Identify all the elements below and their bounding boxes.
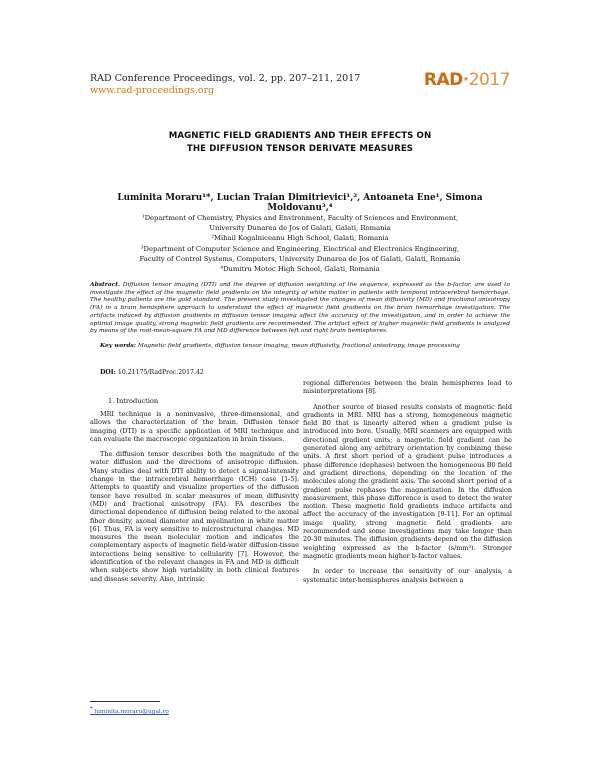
doi-value[interactable]: 10.21175/RadProc.2017.42 [117,369,204,376]
paragraph: The diffusion tensor describes both the magnitude of the water diffusion and the directions of anisotropic diffusion. Many studies deal with DTI ability to detect a signal-intensity change in the intracerebral hemorrhage (ICH) case [1-5]. Attempts to quantify and visualize properties of the diffusion tensor have resulted in scalar measures of mean diffusivity (MD) and fractional anisotropy (FA). FA describes the directional dependence of diffusion being related to the axonal fiber density, axonal diameter and myelination in white matter [6]. Thus, FA is very sensitive to microstructural changes. MD measures the mean molecular motion and indicates the complementary aspects of magnetic field-water diffusion-tissue interactions being sensitive to cellularity [7]. However, the identification of the relevant changes in FA and MD is difficult when subjects show high variability in both clinical features and disease severity. Also, intrinsic [90,450,299,583]
affiliation-line: ²Mihail Kogalniceanu High School, Galati, Romania [211,234,389,243]
section-heading: 1. Introduction [108,397,159,405]
abstract-text: Diffusion tensor imaging (DTI) and the degree of diffusion weighting of the sequence, expressed as the b-factor, are used to investigate the effect of the magnetic field gradients on the integrity of white matter in patients with temporal intracerebral hemorrhage. The healthy patients are the gold standard. The present study investigated the changes of mean diffusivity (MD) and fractional anisotropy (FA) in a brain hemisphere approach to understand the effect of magnetic field gradients on the brain hemorrhage investigation. The artifacts induced by diffusion gradients in diffusion tensor imaging affect the accuracy of the investigation, and in order to achieve the optimal image quality, strong magnetic field gradients are recommended. The artifact effect of higher magnetic field gradients is analyzed by means of the root-mean-square FA and MD difference between left and right brain hemispheres. [90,282,510,335]
affiliation-line: ³Department of Computer Science and Engineering, Electrical and Electronics Engineering, [140,244,460,253]
footnote [90,706,169,715]
logo-year: 2017 [468,70,510,90]
affiliation-line: Faculty of Control Systems, Computers, University Dunarea de Jos of Galati, Galati, Romania [139,254,461,263]
rad-logo [424,70,510,90]
doi-label: DOI: [100,369,116,376]
keywords-text: Magnetic field gradients, diffusion tensor imaging, mean diffusivity, fractional anisotropy, image processing [137,343,460,349]
paragraph: MRI technique is a noninvasive, three-dimensional, and allows the characterization of the brain. Diffusion tensor imaging (DTI) is a specific application of MRI technique and can evaluate the macroscopic organization in brain tissues. [90,410,299,443]
logo-rad: RAD [423,70,463,90]
title-line: THE DIFFUSION TENSOR DERIVATE MEASURES [186,144,414,154]
title-line: MAGNETIC FIELD GRADIENTS AND THEIR EFFECTS ON [168,131,432,141]
abstract-label: Abstract. [90,281,121,288]
footnote-email[interactable]: luminita.moraru@ugal.ro [94,708,169,715]
keywords [100,342,510,351]
affiliation-line: University Dunarea de Jos of Galati, Galati, Romania [209,224,391,233]
footnote-divider [90,701,160,702]
paper-title [90,130,510,156]
affiliations [90,213,510,274]
paragraph: In order to increase the sensitivity of our analysis, a systematic inter-hemispheres analysis between a [303,567,512,584]
affiliation-line: ⁴Dumitru Motoc High School, Galati, Romania [220,265,380,274]
logo-dot-icon: · [462,70,469,90]
proceedings-header: RAD Conference Proceedings, vol. 2, pp. 207–211, 2017 [90,73,361,84]
footnote-mark: * [90,706,93,712]
keywords-label: Key words: [100,342,136,349]
affiliation-line: ¹Department of Chemistry, Physics and Environment, Faculty of Sciences and Environment, [141,214,459,222]
left-column [90,410,299,583]
proceedings-url[interactable]: www.rad-proceedings.org [90,85,215,96]
abstract [90,281,510,336]
right-column [303,379,512,584]
authors: Luminita Moraru¹*, Lucian Traian Dimitrievici¹,², Antoaneta Ene¹, Simona Moldovanu³,⁴ [117,193,483,213]
paragraph: regional differences between the brain hemispheres lead to misinterpretations [8]. [303,379,512,396]
doi [100,369,204,376]
paragraph: Another source of biased results consists of magnetic field gradients in MRI. MRI has a strong, homogeneous magnetic field B0 that is linearly altered when a gradient pulse is introduced into bore. Usually, MRI scanners are equipped with directional gradient units; a magnetic field gradient can be generated along any arbitrary orientation by combining these units. A first short period of a gradient pulse introduces a phase difference (dephases) between the homogeneous B0 field and gradient directions, depending on the location of the molecules along the gradient axis. The second short period of a gradient pulse rephases the magnetization. In the diffusion measurement, this phase difference is used to detect the water motion. These magnetic field gradients induce artifacts and affect the accuracy of the investigation [9-11]. For an optimal image quality, strong magnetic field gradients are recommended and some investigations may take longer than 20-30 minutes. The diffusion gradients depend on the diffusion weighting expressed as the b-factor (s/mm²). Stronger magnetic gradients mean higher b-factor values. [303,402,512,560]
